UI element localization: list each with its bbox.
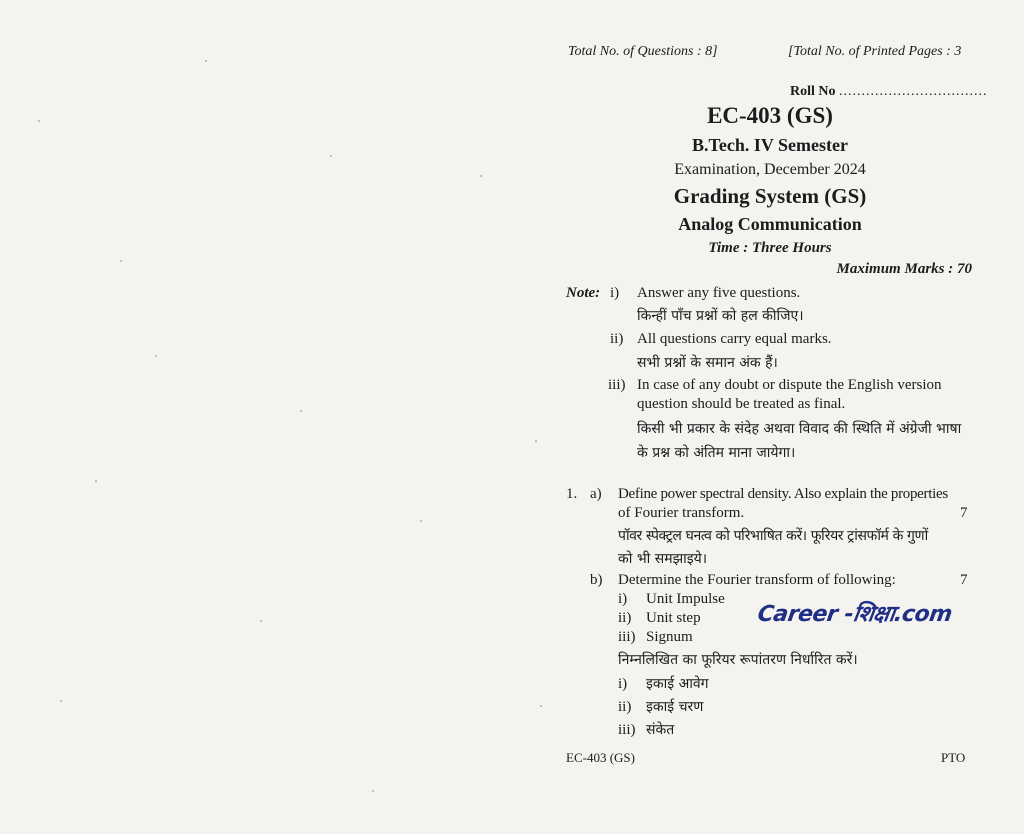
question-number: 1. — [566, 486, 578, 502]
marks: 7 — [960, 505, 968, 521]
total-pages: [Total No. of Printed Pages : 3 — [788, 44, 962, 59]
list-num: ii) — [618, 610, 632, 626]
roll-no — [790, 84, 988, 100]
grading-system: Grading System (GS) — [673, 184, 867, 208]
paper-speck — [330, 155, 332, 157]
sub-question-label: b) — [590, 572, 603, 588]
note-text-hindi: सभी प्रश्नों के समान अंक हैं। — [637, 355, 778, 371]
list-num: i) — [618, 676, 628, 692]
list-num: iii) — [618, 722, 636, 738]
question-text: Define power spectral density. Also explain the properties — [618, 486, 948, 502]
question-text-hindi: को भी समझाइये। — [618, 551, 708, 567]
note-text: Answer any five questions. — [637, 285, 801, 301]
paper-speck — [95, 480, 97, 482]
paper-speck — [540, 705, 542, 707]
watermark-logo: Career -शिक्षा.com — [756, 602, 954, 627]
paper-speck — [205, 60, 207, 62]
note-text-hindi: के प्रश्न को अंतिम माना जायेगा। — [637, 445, 796, 461]
sub-question-label: a) — [590, 486, 602, 502]
time-duration: Time : Three Hours — [708, 240, 832, 256]
question-text-hindi: पॉवर स्पेक्ट्रल घनत्व को परिभाषित करें। फूरियर ट्रांसफॉर्म के गुणों — [618, 528, 928, 544]
note-num: i) — [610, 285, 620, 301]
question-text: Determine the Fourier transform of following: — [618, 572, 896, 588]
exam-date: Examination, December 2024 — [674, 161, 866, 178]
footer-pto: PTO — [941, 750, 966, 765]
note-text: All questions carry equal marks. — [637, 331, 832, 347]
note-text-hindi: किन्हीं पाँच प्रश्नों को हल कीजिए। — [637, 308, 804, 324]
paper-speck — [480, 175, 482, 177]
note-text: In case of any doubt or dispute the English version — [637, 377, 942, 393]
note-num: iii) — [608, 377, 626, 393]
note-text: question should be treated as final. — [637, 396, 846, 412]
paper-speck — [60, 700, 62, 702]
list-item: Unit Impulse — [646, 591, 725, 607]
list-num: ii) — [618, 699, 632, 715]
question-text-hindi: निम्नलिखित का फूरियर रूपांतरण निर्धारित करें। — [618, 652, 858, 668]
paper-speck — [420, 520, 422, 522]
note-num: ii) — [610, 331, 624, 347]
paper-speck — [535, 440, 537, 442]
list-item: Signum — [646, 629, 693, 645]
paper-speck — [120, 260, 122, 262]
maximum-marks: Maximum Marks : 70 — [836, 261, 972, 277]
paper-speck — [38, 120, 40, 122]
footer-code: EC-403 (GS) — [566, 750, 635, 765]
paper-speck — [300, 410, 302, 412]
marks: 7 — [960, 572, 968, 588]
roll-no-label: Roll No — [790, 84, 836, 99]
paper-speck — [372, 790, 374, 792]
note-text-hindi: किसी भी प्रकार के संदेह अथवा विवाद की स्थिति में अंग्रेजी भाषा — [637, 421, 962, 437]
total-questions: Total No. of Questions : 8] — [568, 44, 718, 59]
list-num: i) — [618, 591, 628, 607]
list-item-hindi: इकाई आवेग — [646, 676, 709, 692]
subject: Analog Communication — [678, 214, 862, 234]
program: B.Tech. IV Semester — [692, 135, 848, 155]
paper-code: EC-403 (GS) — [707, 103, 833, 128]
list-item: Unit step — [646, 610, 701, 626]
question-text: of Fourier transform. — [618, 505, 745, 521]
paper-speck — [155, 355, 157, 357]
list-item-hindi: संकेत — [646, 722, 675, 738]
note-label: Note: — [566, 285, 601, 301]
list-num: iii) — [618, 629, 636, 645]
roll-no-blank: ................................. — [839, 84, 988, 99]
list-item-hindi: इकाई चरण — [646, 699, 704, 715]
paper-speck — [260, 620, 262, 622]
